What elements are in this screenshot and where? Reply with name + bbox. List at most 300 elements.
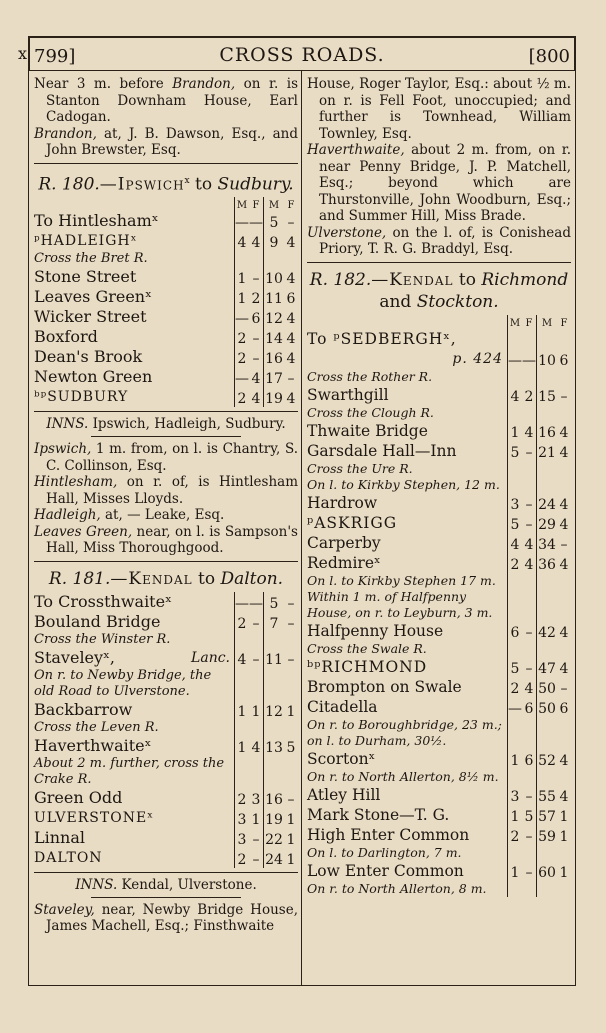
- intro-paragraph-part: Brandon,: [34, 125, 97, 142]
- route-number: R. 180.: [38, 174, 100, 195]
- furlongs-value: 4: [524, 536, 534, 553]
- place-name: Green Odd: [34, 787, 123, 807]
- furlongs-value: 1: [286, 811, 296, 828]
- furlongs-value: —: [249, 215, 263, 232]
- furlongs-value: 1: [559, 828, 569, 845]
- miles-value: 2: [508, 825, 523, 845]
- inns-text: Kendal, Ulverstone.: [117, 876, 257, 893]
- miles-value: 14: [264, 327, 285, 347]
- seat-note: [34, 902, 298, 935]
- place-cell: [307, 553, 508, 573]
- miles-value: 4: [235, 231, 250, 251]
- place-name: Newton Green: [34, 367, 153, 387]
- route-note-text: Cross the Rother R.: [307, 368, 433, 384]
- miles-value: 4: [508, 533, 523, 553]
- empty-cell: [284, 668, 298, 700]
- empty-cell: [557, 477, 571, 493]
- place-name: To ᵖSEDBERGHˣ,: [307, 329, 457, 348]
- miles-value: 60: [537, 861, 558, 881]
- furlongs-value: –: [525, 788, 533, 805]
- furlongs-value: 4: [559, 788, 569, 805]
- intro-paragraph-part: on the l. of, is Conishead Priory, T. R. G. Braddyl, Esq.: [319, 224, 571, 257]
- place-cell: [34, 211, 235, 231]
- furlongs-value: 1: [251, 703, 261, 720]
- empty-cell: [522, 573, 537, 589]
- place-cell: [34, 267, 235, 287]
- furlongs-value: –: [525, 444, 533, 461]
- furlongs-value: 4: [251, 235, 261, 252]
- miles-value: 16: [264, 347, 285, 367]
- route-note: [34, 668, 298, 700]
- seat-note-part: Hadleigh,: [34, 507, 101, 524]
- empty-cell: [557, 589, 571, 621]
- miles-value: —: [235, 592, 250, 612]
- place-name: Citadella: [307, 697, 378, 716]
- miles-value: 50: [537, 697, 558, 717]
- place-name: Linnal: [34, 827, 86, 847]
- route-to-word: to: [192, 568, 221, 589]
- empty-cell: [557, 769, 571, 785]
- route-note-text: On r. to Boroughbridge, 23 m.; on l. to Durham, 30½.: [307, 716, 502, 748]
- miles-value: 13: [264, 736, 285, 756]
- miles-value: —: [235, 211, 250, 231]
- header-blank: [34, 197, 235, 211]
- empty-cell: [264, 632, 285, 648]
- furlongs-value: 6: [524, 752, 534, 769]
- route-note-text: Cross the Leven R.: [34, 719, 159, 735]
- rule-divider: [34, 872, 298, 873]
- place-name: Scortonˣ: [307, 749, 376, 768]
- miles-value: 12: [264, 700, 285, 720]
- miles-value: 3: [235, 808, 250, 828]
- miles-value: 34: [537, 533, 558, 553]
- place-name: ᵖASKRIGG: [307, 513, 398, 532]
- table-row: [307, 621, 571, 641]
- empty-cell: [557, 405, 571, 421]
- place-cell: [34, 287, 235, 307]
- empty-cell: [508, 589, 523, 621]
- table-row: [34, 267, 298, 287]
- empty-cell: [249, 720, 264, 736]
- table-row: [307, 553, 571, 573]
- route-table: [34, 592, 298, 868]
- place-name: Wicker Street: [34, 307, 147, 327]
- miles-value: 1: [508, 805, 523, 825]
- place-name: ULVERSTONEˣ: [34, 809, 155, 826]
- place-name: Redmireˣ: [307, 553, 381, 572]
- furlongs-value: 4: [559, 660, 569, 677]
- place-name: Brompton on Swale: [307, 677, 462, 696]
- miles-value: 1: [235, 267, 250, 287]
- empty-cell: [537, 589, 558, 621]
- miles-value: 47: [537, 657, 558, 677]
- empty-cell: [508, 477, 523, 493]
- empty-cell: [557, 369, 571, 385]
- miles-value: 59: [537, 825, 558, 845]
- seat-note-part: on r. of, is Hintlesham Hall, Misses Lloyds.: [46, 474, 298, 507]
- empty-cell: [522, 845, 537, 861]
- furlongs-value: 1: [559, 864, 569, 881]
- place-name: To Crossthwaiteˣ: [34, 591, 172, 611]
- seat-note-part: Hintlesham,: [34, 474, 118, 491]
- place-name: Thwaite Bridge: [307, 421, 428, 440]
- table-row: [307, 493, 571, 513]
- route-note-text: Cross the Bret R.: [34, 251, 148, 267]
- empty-cell: [235, 251, 250, 267]
- furlongs-value: –: [252, 271, 260, 288]
- furlongs-value: –: [287, 615, 295, 632]
- route-title: [307, 269, 571, 313]
- rule-divider: [91, 897, 241, 898]
- place-name: Garsdale Hall—Inn: [307, 441, 457, 460]
- table-row: [307, 533, 571, 553]
- empty-cell: [249, 756, 264, 788]
- table-row: [34, 327, 298, 347]
- furlongs-value: –: [252, 851, 260, 868]
- table-row: [34, 648, 298, 668]
- miles-value: 2: [235, 387, 250, 407]
- place-cell: [34, 231, 235, 251]
- rule-divider: [91, 436, 241, 437]
- miles-value: 2: [235, 347, 250, 367]
- place-cell: [34, 612, 235, 632]
- furlongs-value: 1: [286, 851, 296, 868]
- place-cell: [34, 327, 235, 347]
- intro-paragraph: [34, 126, 298, 159]
- empty-cell: [249, 632, 264, 648]
- seat-note-part: Staveley,: [34, 901, 95, 918]
- empty-cell: [557, 881, 571, 897]
- place-cell: [307, 533, 508, 553]
- route-number: R. 182.: [309, 269, 372, 290]
- furlongs-value: –: [287, 791, 295, 808]
- miles-value: 11: [264, 287, 285, 307]
- miles-value: 2: [235, 848, 250, 868]
- furlongs-value: 4: [559, 496, 569, 513]
- route-from: —Ipswich: [99, 174, 185, 195]
- route-note: [307, 881, 571, 897]
- miles-value: 22: [264, 828, 285, 848]
- table-row: [307, 657, 571, 677]
- place-cell: [34, 828, 235, 848]
- route-note: [307, 573, 571, 589]
- furlongs-value: 4: [286, 391, 296, 408]
- empty-cell: [537, 573, 558, 589]
- route-to: Richmond: [481, 269, 569, 290]
- place-cell: [34, 700, 235, 720]
- route-note-text: Cross the Ure R.: [307, 460, 413, 476]
- furlongs-value: 1: [559, 808, 569, 825]
- route-from: —Kendal: [371, 269, 454, 290]
- seat-note-part: Ipswich,: [34, 441, 92, 458]
- seat-note: [34, 507, 298, 524]
- furlongs-value: 2: [251, 291, 261, 308]
- table-row: [307, 805, 571, 825]
- route-note: [307, 717, 571, 749]
- route-to: Dalton.: [220, 568, 284, 589]
- furlongs-value: 4: [559, 516, 569, 533]
- furlongs-value: 4: [559, 424, 569, 441]
- furlongs-value: 6: [559, 700, 569, 717]
- intro-paragraph: [34, 76, 298, 126]
- miles-value: 5: [508, 657, 523, 677]
- miles-value: 1: [508, 421, 523, 441]
- empty-cell: [249, 668, 264, 700]
- miles-value: 36: [537, 553, 558, 573]
- miles-value: 29: [537, 513, 558, 533]
- furlongs-value: 4: [251, 739, 261, 756]
- table-row: [34, 788, 298, 808]
- table-row: [307, 677, 571, 697]
- furlongs-value: –: [287, 595, 295, 612]
- miles-value: 24: [264, 848, 285, 868]
- furlongs-value: 6: [286, 291, 296, 308]
- empty-cell: [537, 477, 558, 493]
- place-suffix: Lanc.: [191, 649, 230, 666]
- miles-value: 12: [264, 307, 285, 327]
- table-row: [34, 211, 298, 231]
- miles-value: —: [508, 329, 523, 369]
- seat-note-part: at, — Leake, Esq.: [100, 507, 225, 524]
- route-to-word: to: [453, 269, 482, 290]
- miles-value: —: [235, 307, 250, 327]
- place-cell: [34, 648, 235, 668]
- intro-paragraph-part: at, J. B. Dawson, Esq., and John Brewster, Esq.: [46, 125, 298, 158]
- route-note-text: On r. to North Allerton, 8½ m.: [307, 768, 499, 784]
- place-cell: [34, 307, 235, 327]
- table-row: [34, 736, 298, 756]
- place-name: ᵇᵖSUDBURY: [34, 389, 129, 406]
- miles-value: 2: [235, 788, 250, 808]
- furlongs-value: –: [287, 215, 295, 232]
- furlongs-value: –: [525, 660, 533, 677]
- inns-label: INNS.: [75, 876, 118, 893]
- empty-cell: [537, 845, 558, 861]
- furlongs-value: 4: [286, 311, 296, 328]
- route-note: [307, 477, 571, 493]
- furlongs-value: 4: [286, 351, 296, 368]
- miles-value: 16: [264, 788, 285, 808]
- place-cell: [307, 329, 508, 369]
- route-to-2: Stockton.: [416, 291, 499, 312]
- empty-cell: [557, 845, 571, 861]
- furlongs-value: –: [252, 331, 260, 348]
- empty-cell: [508, 461, 523, 477]
- empty-cell: [508, 717, 523, 749]
- furlongs-value: 4: [559, 752, 569, 769]
- empty-cell: [537, 461, 558, 477]
- column-header: F: [525, 317, 533, 329]
- running-header: [18, 36, 576, 70]
- table-row: [34, 387, 298, 407]
- empty-cell: [508, 369, 523, 385]
- route-note-text: About 2 m. further, cross the Crake R.: [34, 755, 225, 787]
- place-cell: [307, 421, 508, 441]
- empty-cell: [537, 369, 558, 385]
- seat-note-part: 1 m. from, on l. is Chantry, S. C. Collinson, Esq.: [46, 441, 298, 474]
- furlongs-value: 2: [524, 388, 534, 405]
- seat-note-part: near, on l. is Sampson's Hall, Miss Thoroughgood.: [46, 523, 298, 557]
- miles-value: 16: [537, 421, 558, 441]
- empty-cell: [508, 881, 523, 897]
- route-from: —Kendal: [110, 568, 193, 589]
- empty-cell: [235, 668, 250, 700]
- table-row: [307, 513, 571, 533]
- rule-divider: [34, 561, 298, 562]
- table-row: [34, 307, 298, 327]
- intro-paragraph-part: Near 3 m. before: [34, 76, 173, 92]
- place-cell: [307, 657, 508, 677]
- table-row: [34, 231, 298, 251]
- right-column: [307, 76, 571, 897]
- miles-value: —: [508, 697, 523, 717]
- furlongs-value: —: [522, 352, 536, 369]
- miles-value: 4: [235, 648, 250, 668]
- miles-value: 2: [235, 327, 250, 347]
- column-header: F: [287, 200, 295, 212]
- empty-cell: [508, 405, 523, 421]
- miles-value: 55: [537, 785, 558, 805]
- empty-cell: [557, 717, 571, 749]
- table-row: [307, 421, 571, 441]
- table-row: [34, 592, 298, 612]
- miles-value: 19: [264, 808, 285, 828]
- miles-value: 42: [537, 621, 558, 641]
- place-name: Haverthwaiteˣ: [34, 735, 152, 755]
- table-row: [307, 697, 571, 717]
- empty-cell: [522, 461, 537, 477]
- place-name: Backbarrow: [34, 699, 133, 719]
- place-cell: [307, 385, 508, 405]
- miles-value: 17: [264, 367, 285, 387]
- header-blank: [307, 315, 508, 329]
- furlongs-value: 1: [286, 703, 296, 720]
- page-number-right: [800: [528, 46, 570, 67]
- column-divider: [301, 70, 302, 986]
- furlongs-value: –: [525, 864, 533, 881]
- empty-cell: [284, 756, 298, 788]
- route-note: [34, 632, 298, 648]
- inns-line: [34, 416, 298, 432]
- place-cell: [34, 848, 235, 868]
- rule-divider: [34, 411, 298, 412]
- miles-value: 15: [537, 385, 558, 405]
- miles-value: 2: [508, 677, 523, 697]
- furlongs-value: —: [249, 595, 263, 612]
- route-note: [34, 720, 298, 736]
- seat-note-part: near, Newby Bridge House, James Machell, Esq.; Finsthwaite: [46, 901, 298, 935]
- furlongs-value: 4: [251, 391, 261, 408]
- place-name: Low Enter Common: [307, 861, 464, 880]
- seat-note-part: Leaves Green,: [34, 523, 133, 540]
- empty-cell: [537, 641, 558, 657]
- left-column: [34, 76, 298, 935]
- place-name: To Hintleshamˣ: [34, 211, 159, 231]
- intro-paragraph-part: about 2 m. from, on r. near Penny Bridge, J. P. Matchell, Esq.; beyond which are Thurstonville, John Woodburn, Esq.; and Summer Hill, Miss Brade.: [319, 142, 571, 224]
- route-note-text: On r. to North Allerton, 8 m.: [307, 880, 487, 896]
- route-note: [34, 251, 298, 267]
- furlongs-value: –: [525, 828, 533, 845]
- place-cell: [307, 749, 508, 769]
- furlongs-value: 5: [524, 808, 534, 825]
- place-suffix: p. 424: [452, 350, 503, 367]
- inns-label: INNS.: [46, 416, 89, 433]
- place-name: ᵇᵖRICHMOND: [307, 657, 428, 676]
- miles-value: 5: [264, 211, 285, 231]
- route-note: [34, 756, 298, 788]
- place-cell: [307, 861, 508, 881]
- route-note-text: On l. to Darlington, 7 m.: [307, 844, 462, 860]
- furlongs-value: –: [252, 831, 260, 848]
- furlongs-value: –: [560, 388, 568, 405]
- empty-cell: [235, 720, 250, 736]
- place-name: ᵖHADLEIGHˣ: [34, 233, 138, 250]
- route-note: [307, 769, 571, 785]
- empty-cell: [284, 251, 298, 267]
- furlongs-value: –: [560, 680, 568, 697]
- table-row: [34, 700, 298, 720]
- empty-cell: [264, 756, 285, 788]
- route-note-text: Within 1 m. of Halfpenny House, on r. to Leyburn, 3 m.: [307, 588, 493, 620]
- miles-value: 2: [235, 612, 250, 632]
- place-cell: [307, 493, 508, 513]
- miles-value: 24: [537, 493, 558, 513]
- table-row: [34, 347, 298, 367]
- empty-cell: [508, 845, 523, 861]
- miles-value: 1: [235, 700, 250, 720]
- place-cell: [307, 785, 508, 805]
- miles-value: 3: [235, 828, 250, 848]
- intro-paragraph: [307, 142, 571, 225]
- miles-value: 1: [508, 861, 523, 881]
- table-row: [307, 825, 571, 845]
- empty-cell: [537, 405, 558, 421]
- furlongs-value: 4: [251, 371, 261, 388]
- empty-cell: [249, 251, 264, 267]
- page-number-left: 799]: [34, 46, 76, 67]
- furlongs-value: –: [525, 496, 533, 513]
- place-name: Dean's Brook: [34, 347, 143, 367]
- furlongs-value: 1: [286, 831, 296, 848]
- place-cell: [34, 367, 235, 387]
- furlongs-value: 6: [559, 352, 569, 369]
- route-title: [34, 568, 298, 590]
- empty-cell: [284, 632, 298, 648]
- column-header: M: [264, 197, 285, 211]
- place-name: Bouland Bridge: [34, 611, 161, 631]
- route-note: [307, 369, 571, 385]
- empty-cell: [522, 717, 537, 749]
- empty-cell: [537, 881, 558, 897]
- table-row: [307, 749, 571, 769]
- place-name: High Enter Common: [307, 825, 470, 844]
- seat-note: [34, 524, 298, 557]
- miles-value: 2: [508, 553, 523, 573]
- miles-value: 7: [264, 612, 285, 632]
- route-table-header: [307, 315, 571, 329]
- furlongs-value: 4: [524, 424, 534, 441]
- miles-value: 10: [264, 267, 285, 287]
- place-cell: [34, 387, 235, 407]
- intro-paragraph-part: Brandon,: [172, 76, 236, 92]
- empty-cell: [235, 756, 250, 788]
- route-note-text: On l. to Kirkby Stephen 17 m.: [307, 572, 496, 588]
- place-name: DALTON: [34, 849, 103, 866]
- route-table: [307, 315, 571, 897]
- furlongs-value: –: [525, 516, 533, 533]
- furlongs-value: 6: [251, 311, 261, 328]
- place-cell: [307, 825, 508, 845]
